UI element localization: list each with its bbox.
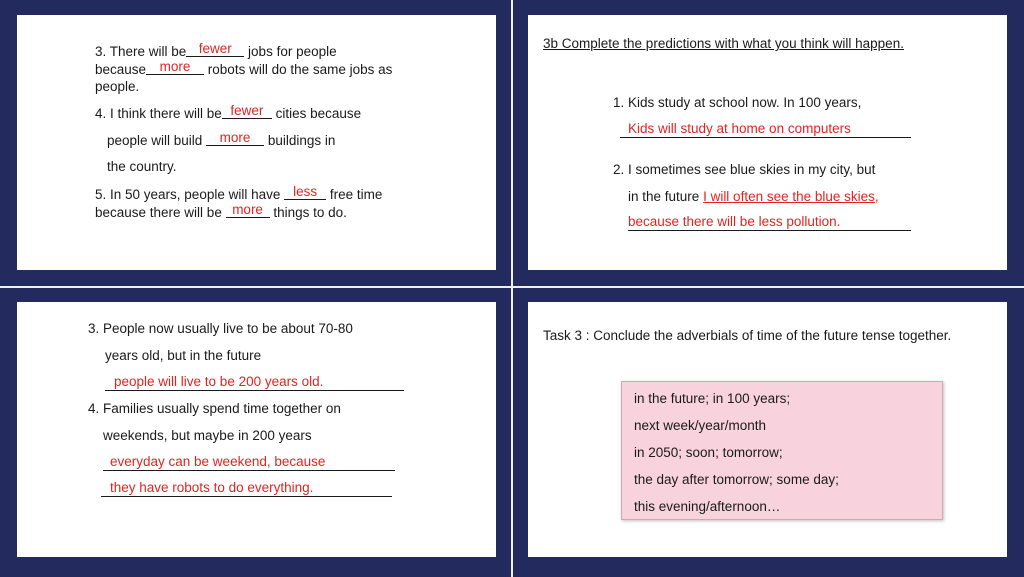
q2-text-b: in the future bbox=[628, 189, 704, 204]
q3-text-d: robots will do the same jobs as bbox=[204, 62, 393, 77]
q3-line-2 bbox=[95, 60, 392, 79]
q4-text-b: cities because bbox=[271, 106, 362, 121]
q3-text-c: because bbox=[95, 62, 147, 77]
q4-line-3: the country. bbox=[107, 159, 177, 174]
slide-2 bbox=[513, 0, 1024, 286]
q3-line-3: people. bbox=[95, 79, 140, 94]
slide-4 bbox=[513, 288, 1024, 577]
slide-1-page bbox=[17, 15, 496, 270]
adverbial-item: the day after tomorrow; some day; bbox=[634, 472, 839, 487]
q5-text-b: free time bbox=[326, 187, 383, 202]
q2-line-1: 2. I sometimes see blue skies in my city, but bbox=[613, 162, 876, 177]
q2-line-2 bbox=[628, 188, 879, 206]
s3-q4-line-1: 4. Families usually spend time together on bbox=[88, 401, 341, 416]
q1-answer: Kids will study at home on computers bbox=[628, 121, 851, 136]
s3-q4-answer-2: they have robots to do everything. bbox=[110, 480, 314, 495]
adverbial-item: in 2050; soon; tomorrow; bbox=[634, 445, 783, 460]
q4-answer-1: fewer bbox=[222, 104, 272, 119]
q3-answer-2: more bbox=[146, 60, 204, 75]
adverbial-item: in the future; in 100 years; bbox=[634, 391, 791, 406]
s3-q3-answer: people will live to be 200 years old. bbox=[114, 374, 324, 389]
q4-text-c: people will build bbox=[107, 133, 207, 148]
q3-answer-1: fewer bbox=[186, 42, 244, 57]
slide-3 bbox=[0, 288, 511, 577]
q4-text-a: 4. I think there will be bbox=[95, 106, 222, 121]
slide-3-page bbox=[17, 302, 496, 557]
s3-q3-line-1: 3. People now usually live to be about 70-80 bbox=[88, 321, 353, 336]
slide-2-page bbox=[528, 15, 1007, 270]
q5-text-d: things to do. bbox=[269, 205, 347, 220]
q3-text-a: 3. There will be bbox=[95, 44, 187, 59]
adverbial-item: next week/year/month bbox=[634, 418, 767, 433]
s3-q4-line-2: weekends, but maybe in 200 years bbox=[103, 428, 312, 443]
q5-answer-1: less bbox=[284, 185, 326, 200]
q5-line-2 bbox=[95, 203, 347, 222]
adverbial-item: this evening/afternoon… bbox=[634, 499, 781, 514]
s3-q3-line-2: years old, but in the future bbox=[105, 348, 262, 363]
slide-1 bbox=[0, 0, 511, 286]
q4-line-1 bbox=[95, 104, 361, 123]
slide-4-page bbox=[528, 302, 1007, 557]
q4-line-2 bbox=[107, 131, 335, 150]
q5-answer-2: more bbox=[226, 203, 270, 218]
slide-4-title: Task 3 : Conclude the adverbials of time of the future tense together. bbox=[543, 328, 952, 343]
q3-line-1 bbox=[95, 42, 337, 61]
q4-text-d: buildings in bbox=[264, 133, 336, 148]
s3-q4-answer-1: everyday can be weekend, because bbox=[110, 454, 326, 469]
q4-answer-2: more bbox=[206, 131, 264, 146]
q5-text-a: 5. In 50 years, people will have bbox=[95, 187, 285, 202]
adverbials-box bbox=[621, 381, 943, 520]
q3-text-b: jobs for people bbox=[244, 44, 337, 59]
q1-text: 1. Kids study at school now. In 100 years, bbox=[613, 95, 862, 110]
q5-text-c: because there will be bbox=[95, 205, 226, 220]
slide-2-title: 3b Complete the predictions with what you think will happen. bbox=[543, 36, 904, 51]
q2-answer-2: because there will be less pollution. bbox=[628, 214, 841, 229]
q2-answer-1: I will often see the blue skies, bbox=[703, 189, 879, 204]
